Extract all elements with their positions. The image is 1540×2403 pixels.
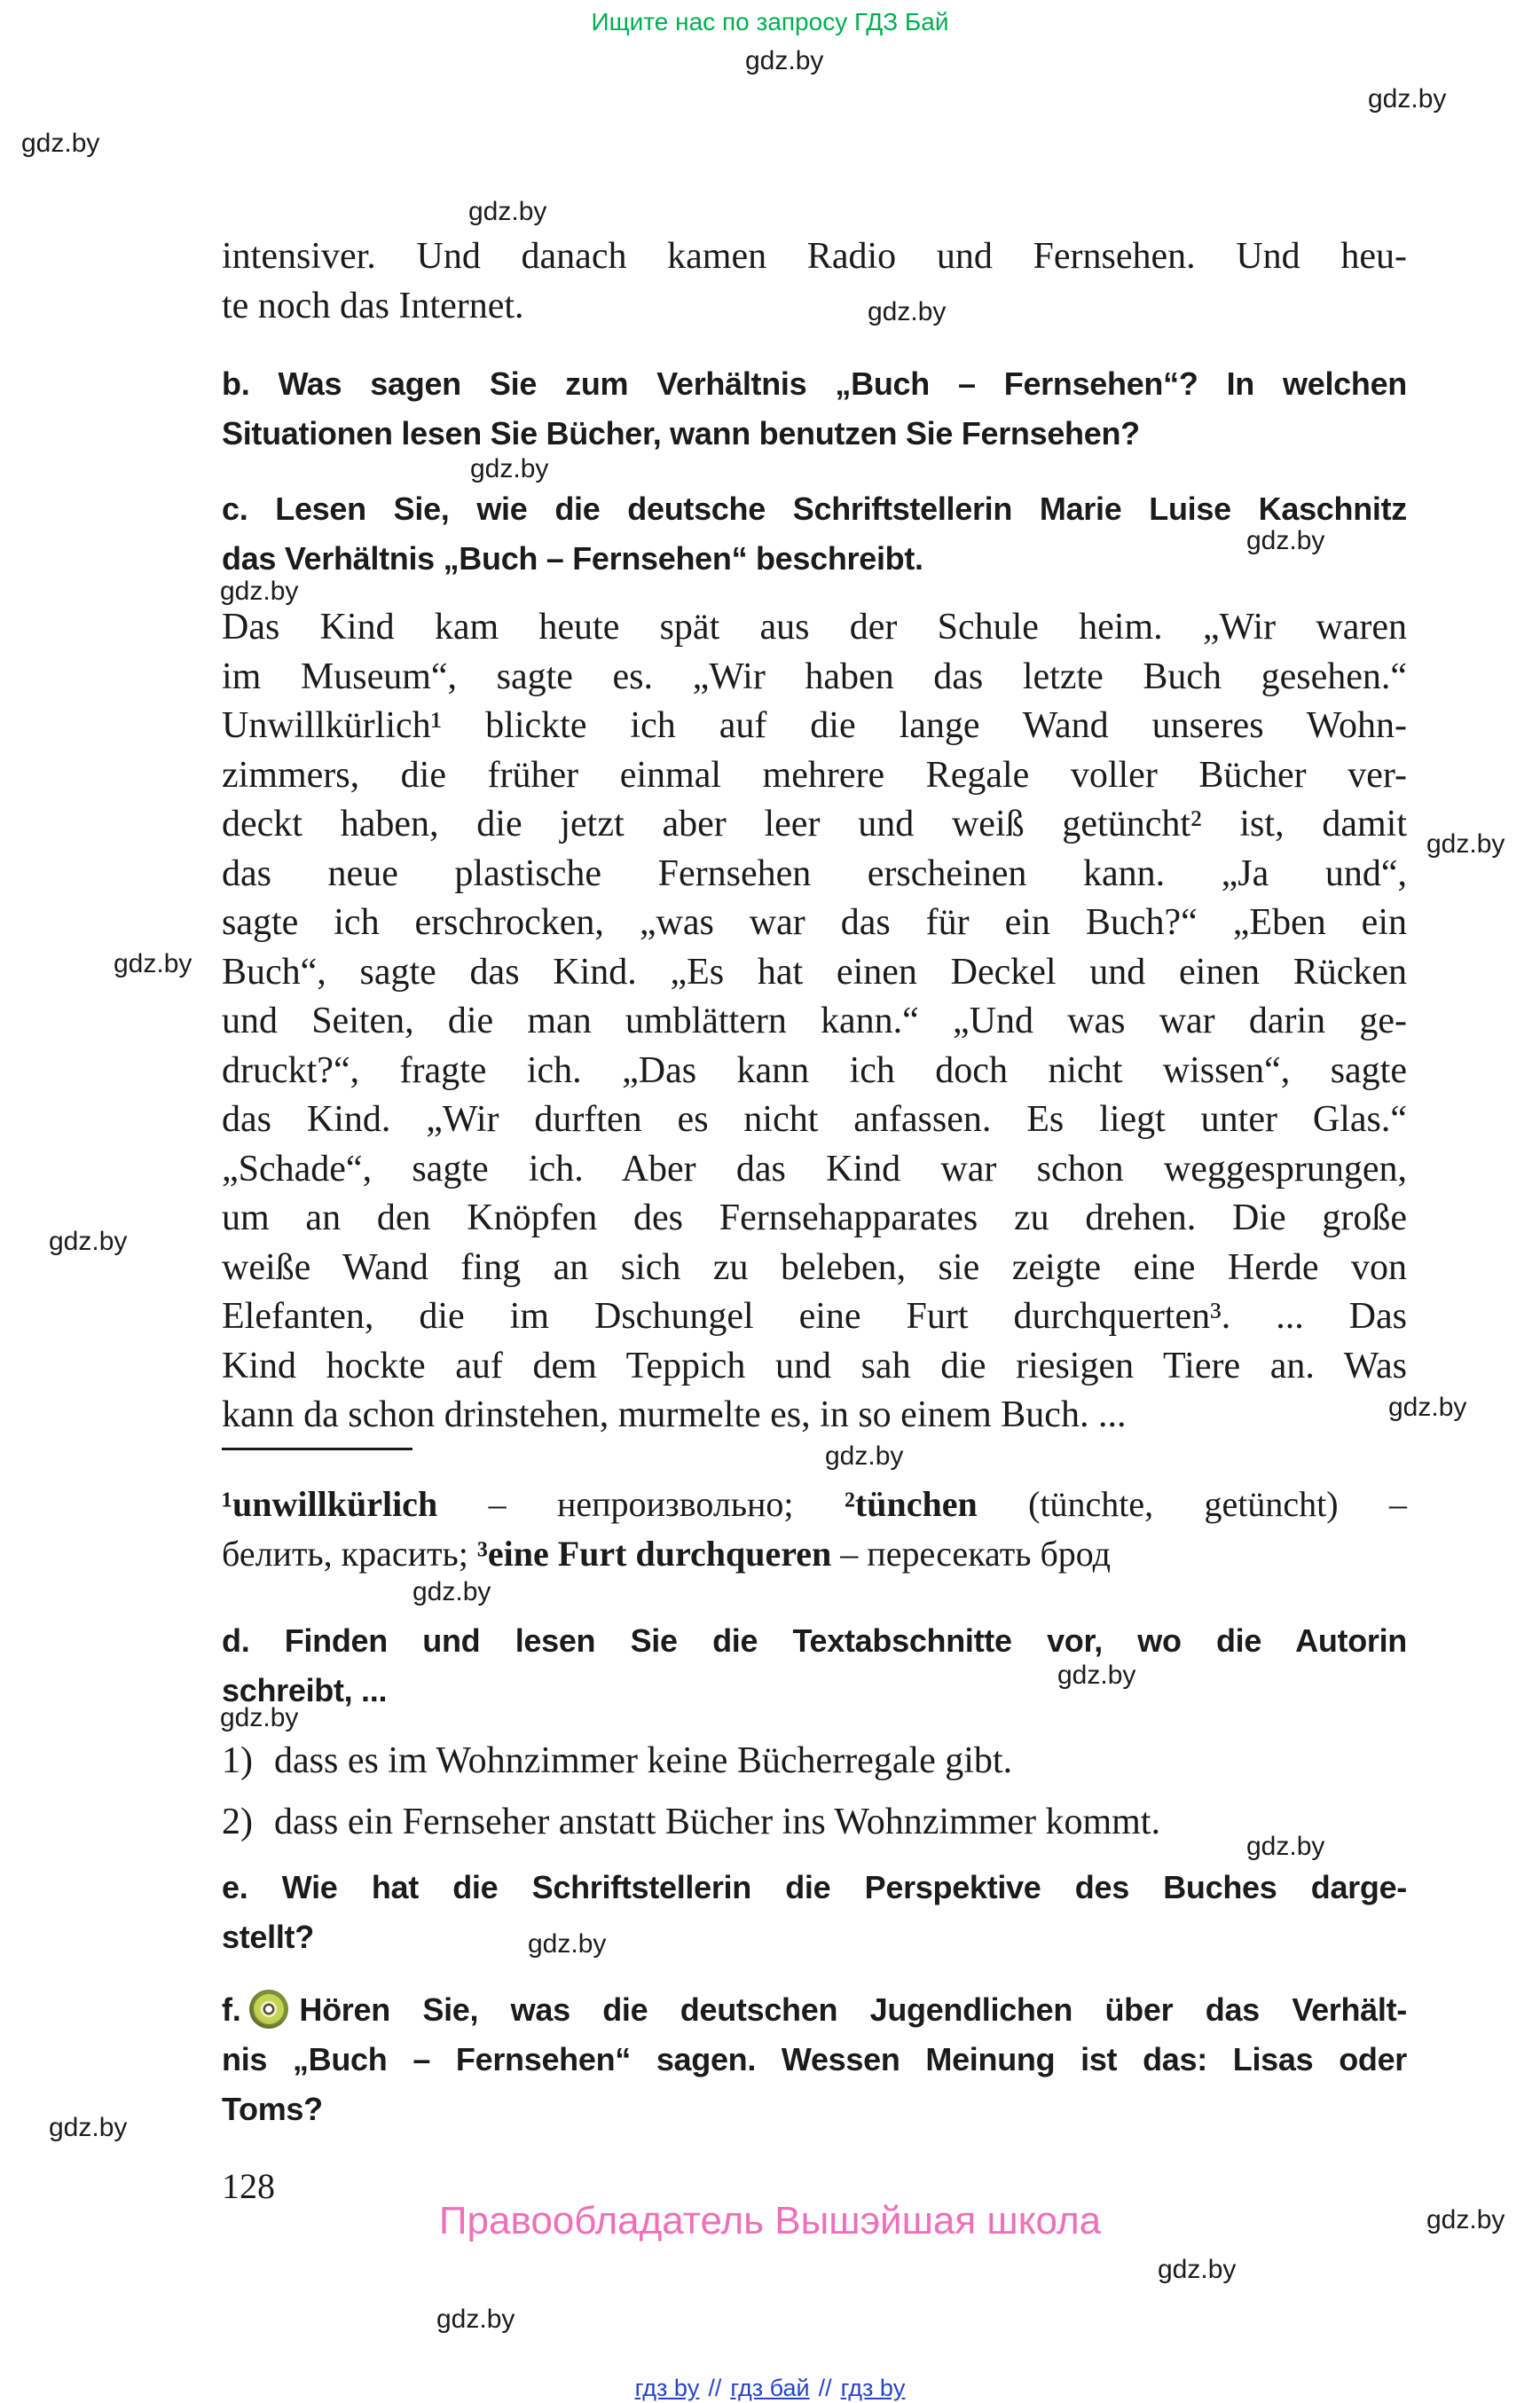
watermark: gdz.by: [1426, 829, 1505, 859]
task-b-heading: [222, 359, 1407, 459]
task-e-heading: [222, 1863, 1407, 1962]
watermark: gdz.by: [1388, 1393, 1467, 1422]
footnote-text: – пересекать брод: [831, 1534, 1112, 1574]
cd-icon: [249, 1990, 288, 2029]
text-line: schreibt, ...: [222, 1672, 388, 1708]
list-item: [222, 1737, 1407, 1787]
text-line: nis „Buch – Fernsehen“ sagen. Wessen Meinung ist das: Lisas oder: [222, 2041, 1407, 2077]
text-line: druckt?“, fragte ich. „Das kann ich doch nicht wissen“, sagte: [222, 1049, 1407, 1091]
text-line: weiße Wand fing an sich zu beleben, sie zeigte eine Herde von: [222, 1246, 1407, 1288]
footnote-divider: [222, 1448, 412, 1450]
watermark: gdz.by: [114, 949, 192, 978]
text-line: [222, 1985, 1407, 2035]
intro-paragraph: [222, 232, 1407, 331]
footnote-term: ³eine Furt durchqueren: [476, 1534, 832, 1574]
text-line: Toms?: [222, 2091, 323, 2127]
text-line: Situationen lesen Sie Bücher, wann benutzen Sie Fernsehen?: [222, 415, 1140, 452]
text-line: deckt haben, die jetzt aber leer und weiß getüncht² ist, damit: [222, 804, 1407, 844]
footnote-line: [222, 1529, 1407, 1579]
footnote-term: ²tünchen: [844, 1484, 978, 1524]
text-line: Kind hockte auf dem Teppich und sah die riesigen Tiere an. Was: [222, 1345, 1407, 1386]
watermark: gdz.by: [1246, 1832, 1325, 1861]
footer-separator: //: [708, 2375, 722, 2401]
watermark: gdz.by: [220, 577, 299, 606]
text-line: Elefanten, die im Dschungel eine Furt durchquerten³. ... Das: [222, 1296, 1407, 1337]
watermark: gdz.by: [1158, 2255, 1237, 2284]
list-marker: 1): [222, 1740, 253, 1781]
footnote-text: белить, красить;: [222, 1534, 477, 1574]
watermark: gdz.by: [1368, 84, 1447, 114]
task-f-text: Hören Sie, was die deutschen Jugendlichen über das Verhält-: [299, 1991, 1407, 2028]
text-line: b. Was sagen Sie zum Verhältnis „Buch – Fernsehen“? In welchen: [222, 365, 1407, 402]
watermark: gdz.by: [470, 454, 549, 483]
promo-banner: Ищите нас по запросу ГДЗ Бай: [591, 8, 949, 35]
text-line: das Kind. „Wir durften es nicht anfassen. Es liegt unter Glas.“: [222, 1099, 1407, 1140]
watermark: gdz.by: [468, 197, 547, 226]
footnotes: [222, 1480, 1407, 1579]
text-line: das neue plastische Fernsehen erscheinen kann. „Ja und“,: [222, 852, 1407, 894]
task-d-heading: [222, 1616, 1407, 1716]
footnote-text: (tünchte, getüncht) –: [977, 1484, 1407, 1524]
watermark: gdz.by: [825, 1441, 904, 1471]
text-line: zimmers, die früher einmal mehrere Regale voller Bücher ver-: [222, 754, 1407, 796]
list-text: dass ein Fernseher anstatt Bücher ins Wohnzimmer kommt.: [274, 1801, 1160, 1842]
task-c-heading: [222, 484, 1407, 584]
watermark: gdz.by: [1246, 526, 1325, 555]
watermark: gdz.by: [21, 129, 100, 158]
story-paragraph: [222, 603, 1407, 1441]
footer-link[interactable]: гдз by: [840, 2375, 906, 2401]
footnote-text: – непроизвольно;: [437, 1484, 845, 1524]
list-item: [222, 1798, 1407, 1848]
watermark: gdz.by: [436, 2305, 515, 2334]
text-line: sagte ich erschrocken, „was war das für ein Buch?“ „Eben ein: [222, 902, 1407, 943]
text-line: intensiver. Und danach kamen Radio und Fernsehen. Und heu-: [222, 236, 1407, 277]
footer-link[interactable]: гдз by: [634, 2375, 700, 2401]
exercise-list: [222, 1737, 1407, 1858]
watermark: gdz.by: [1057, 1661, 1136, 1690]
text-line: kann da schon drinstehen, murmelte es, in so einem Buch. ...: [222, 1394, 1127, 1435]
text-line: c. Lesen Sie, wie die deutsche Schriftstellerin Marie Luise Kaschnitz: [222, 491, 1407, 527]
text-line: d. Finden und lesen Sie die Textabschnitte vor, wo die Autorin: [222, 1622, 1407, 1659]
text-line: im Museum“, sagte es. „Wir haben das letzte Buch gesehen.“: [222, 656, 1407, 697]
text-line: Unwillkürlich¹ blickte ich auf die lange Wand unseres Wohn-: [222, 705, 1407, 746]
watermark: gdz.by: [1426, 2205, 1505, 2234]
footnote-line: [222, 1480, 1407, 1529]
text-line: Buch“, sagte das Kind. „Es hat einen Deckel und einen Rücken: [222, 951, 1407, 993]
task-f-label: f.: [222, 1991, 241, 2028]
copyright-line: Правообладатель Вышэйшая школа: [438, 2199, 1102, 2242]
task-f-heading: [222, 1985, 1407, 2134]
watermark: gdz.by: [220, 1703, 299, 1732]
list-marker: 2): [222, 1801, 253, 1842]
watermark: gdz.by: [868, 297, 947, 326]
text-line: „Schade“, sagte ich. Aber das Kind war schon weggesprungen,: [222, 1148, 1407, 1190]
text-line: um an den Knöpfen des Fernsehapparates zu drehen. Die große: [222, 1198, 1407, 1238]
list-text: dass es im Wohnzimmer keine Bücherregale gibt.: [274, 1740, 1013, 1781]
watermark: gdz.by: [49, 2113, 128, 2142]
page-number: 128: [222, 2166, 275, 2206]
footnote-term: ¹unwillkürlich: [222, 1484, 438, 1524]
watermark: gdz.by: [528, 1929, 607, 1959]
text-line: te noch das Internet.: [222, 285, 524, 326]
text-line: und Seiten, die man umblättern kann.“ „Und was war darin ge-: [222, 1001, 1407, 1041]
footer-link[interactable]: гдз бай: [730, 2375, 810, 2401]
watermark: gdz.by: [745, 46, 824, 75]
watermark: gdz.by: [49, 1227, 128, 1256]
watermark: gdz.by: [412, 1577, 491, 1606]
text-line: Das Kind kam heute spät aus der Schule heim. „Wir waren: [222, 607, 1407, 648]
text-line: e. Wie hat die Schriftstellerin die Perspektive des Buches darge-: [222, 1869, 1407, 1905]
text-line: stellt?: [222, 1919, 314, 1955]
text-line: das Verhältnis „Buch – Fernsehen“ beschreibt.: [222, 540, 923, 577]
footer-links: [0, 2374, 1540, 2402]
footer-separator: //: [818, 2375, 832, 2401]
